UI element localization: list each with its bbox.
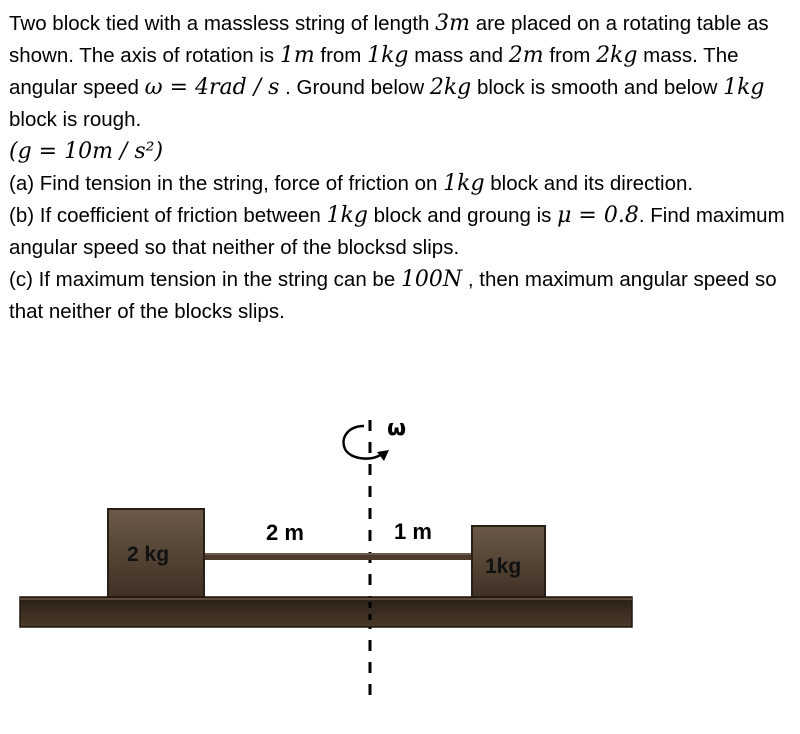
part-a-text-1: (a) Find tension in the string, force of friction on xyxy=(9,172,444,195)
rotation-arrow-icon xyxy=(344,426,382,459)
math-mass-1kg: 1kg xyxy=(367,43,409,68)
problem-intro xyxy=(9,8,799,136)
omega-label: ω xyxy=(387,416,407,441)
part-c-text-2: , then maximum angular speed so that neither of the blocks slips. xyxy=(9,268,777,323)
math-axis-distance-1kg: 1m xyxy=(279,43,315,68)
intro-text-1: Two block tied with a massless string of length xyxy=(9,12,436,35)
part-b xyxy=(9,200,799,264)
block-1kg-label: 1kg xyxy=(485,555,522,578)
math-axis-distance-2kg: 2m xyxy=(508,43,544,68)
math-mass-2kg-ground: 2kg xyxy=(429,75,472,100)
problem-text xyxy=(9,8,799,328)
part-a xyxy=(9,168,799,200)
part-b-math-1kg: 1kg xyxy=(326,203,368,228)
part-b-text-1: (b) If coefficient of friction between xyxy=(9,204,327,227)
block-2kg-label: 2 kg xyxy=(127,543,170,566)
intro-text-2: are placed on a rotating table as shown. The axis of rotation is xyxy=(9,12,769,67)
math-mass-1kg-ground: 1kg xyxy=(723,75,765,100)
left-distance-label: 2 m xyxy=(266,520,304,545)
part-b-text-3: . Find maximum angular speed so that neither of the blocksd slips. xyxy=(9,204,785,259)
rotating-table xyxy=(20,597,632,627)
intro-text-4: mass and xyxy=(408,44,509,67)
intro-text-9: block is rough. xyxy=(9,108,142,131)
part-b-math-mu: μ = 0.8 xyxy=(557,203,639,228)
intro-text-7: . Ground below xyxy=(279,76,430,99)
part-a-math-1kg: 1kg xyxy=(443,171,485,196)
gravity-line xyxy=(9,136,799,168)
part-c-text-1: (c) If maximum tension in the string can be xyxy=(9,268,401,291)
math-mass-2kg: 2kg xyxy=(596,43,638,68)
part-a-text-2: block and its direction. xyxy=(484,172,694,195)
math-string-length: 3m xyxy=(435,11,470,36)
math-angular-speed: ω = 4rad / s xyxy=(144,75,280,100)
part-c-math-tension: 100N xyxy=(400,267,463,292)
rotating-table-figure xyxy=(0,408,800,734)
math-gravity: (g = 10m / s²) xyxy=(9,139,164,164)
intro-text-6: mass. The angular speed xyxy=(9,44,739,99)
intro-text-5: from xyxy=(543,44,597,67)
intro-text-8: block is smooth and below xyxy=(471,76,724,99)
part-c xyxy=(9,264,799,328)
right-distance-label: 1 m xyxy=(394,519,432,544)
intro-text-3: from xyxy=(314,44,368,67)
part-b-text-2: block and groung is xyxy=(367,204,558,227)
